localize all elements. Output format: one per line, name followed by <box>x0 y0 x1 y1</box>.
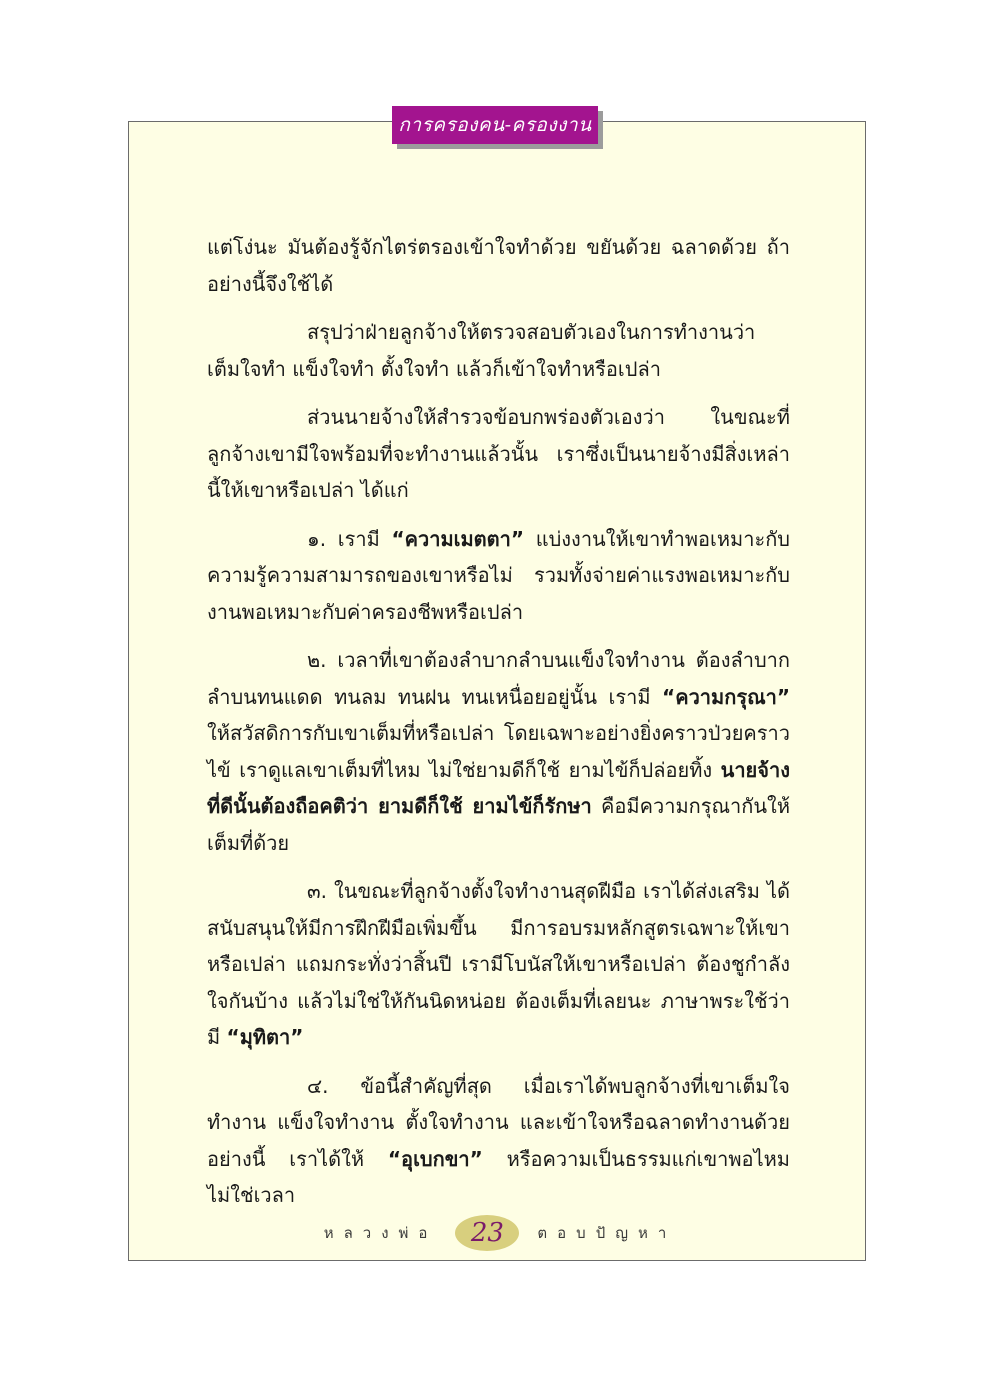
paragraph-text: ๓. ในขณะที่ลูกจ้างตั้งใจทำงานสุดฝีมือ เราได้ส่งเสริม ได้สนับสนุนให้มีการฝึกฝีมือเพิ่มขึ้น มีการอบรมหลักสูตรเฉพาะให้เขาหรือเปล่า แถมกระทั่งว่าสิ้นปี เรามีโบนัสให้เขาหรือเปล่า ต้องชูกำลังใจกันบ้าง แล้วไม่ใช่ให้กันนิดหน่อย ต้องเต็มที่เลยนะ ภาษาพระใช้ว่ามี <box>207 879 790 1049</box>
paragraph <box>207 314 790 387</box>
paragraph <box>207 399 790 509</box>
paragraph-text: ๒. เวลาที่เขาต้องลำบากลำบนแข็งใจทำงาน ต้องลำบากลำบนทนแดด ทนลม ทนฝน ทนเหนื่อยอยู่นั้น เรามี <box>207 648 790 709</box>
paragraph-text: หรือความเป็นธรรมแก่เขาพอไหม ไม่ใช่เวลา <box>207 1146 790 1207</box>
chapter-title-banner <box>392 106 598 144</box>
bold-term: “ความกรุณา” <box>662 684 790 709</box>
paragraph <box>207 229 790 302</box>
paragraph-item-3 <box>207 873 790 1056</box>
paragraph-item-2 <box>207 642 790 861</box>
page-footer <box>0 1213 1000 1253</box>
bold-term: “มุทิตา” <box>226 1025 304 1049</box>
chapter-title: การครองคน-ครองงาน <box>398 114 592 136</box>
paragraph-text: คือมีความกรุณากันให้เต็มที่ด้วย <box>207 794 791 855</box>
paragraph-text: ให้สวัสดิการกับเขาเต็มที่หรือเปล่า โดยเฉพาะอย่างยิ่งคราวป่วยคราวไข้ เราดูแลเขาเต็มที่ไหม ไม่ใช่ยามดีก็ใช้ ยามไข้ก็ปล่อยทิ้ง <box>207 721 790 782</box>
bold-term: “อุเบกขา” <box>387 1146 483 1171</box>
bold-term: “ความเมตตา” <box>391 526 524 551</box>
paragraph-text: ๑. เรามี <box>307 526 392 551</box>
paragraph-item-4 <box>207 1068 790 1214</box>
paragraph-text: ๔. ข้อนี้สำคัญที่สุด เมื่อเราได้พบลูกจ้างที่เขาเต็มใจทำงาน แข็งใจทำงาน ตั้งใจทำงาน และเข้าใจหรือฉลาดทำงานด้วยอย่างนี้ เราได้ให้ <box>207 1073 790 1171</box>
paragraph-text: แบ่งงานให้เขาทำพอเหมาะกับความรู้ความสามารถของเขาหรือไม่ รวมทั้งจ่ายค่าแรงพอเหมาะกับงานพอเหมาะกับค่าครองชีพหรือเปล่า <box>207 526 790 624</box>
footer-right-label: ตอบปัญหา <box>537 1224 677 1242</box>
body-text <box>207 229 790 1226</box>
paragraph-text: แต่โง่นะ มันต้องรู้จักไตร่ตรองเข้าใจทำด้วย ขยันด้วย ฉลาดด้วย ถ้าอย่างนี้จึงใช้ได้ <box>207 235 790 296</box>
paragraph-item-1 <box>207 521 790 631</box>
footer-left-label: หลวงพ่อ <box>323 1224 438 1242</box>
page-number: 23 <box>470 1218 504 1248</box>
paragraph-text: ส่วนนายจ้างให้สำรวจข้อบกพร่องตัวเองว่า ในขณะที่ลูกจ้างเขามีใจพร้อมที่จะทำงานแล้วนั้น เราซึ่งเป็นนายจ้างมีสิ่งเหล่านี้ให้เขาหรือเปล่า ได้แก่ <box>207 405 790 502</box>
bold-phrase: นายจ้างที่ดีนั้นต้องถือคติว่า ยามดีก็ใช้ ยามไข้ก็รักษา <box>207 757 790 818</box>
paragraph-text: สรุปว่าฝ่ายลูกจ้างให้ตรวจสอบตัวเองในการทำงานว่า เต็มใจทำ แข็งใจทำ ตั้งใจทำ แล้วก็เข้าใจทำหรือเปล่า <box>207 320 756 381</box>
page-number-badge <box>455 1215 519 1251</box>
